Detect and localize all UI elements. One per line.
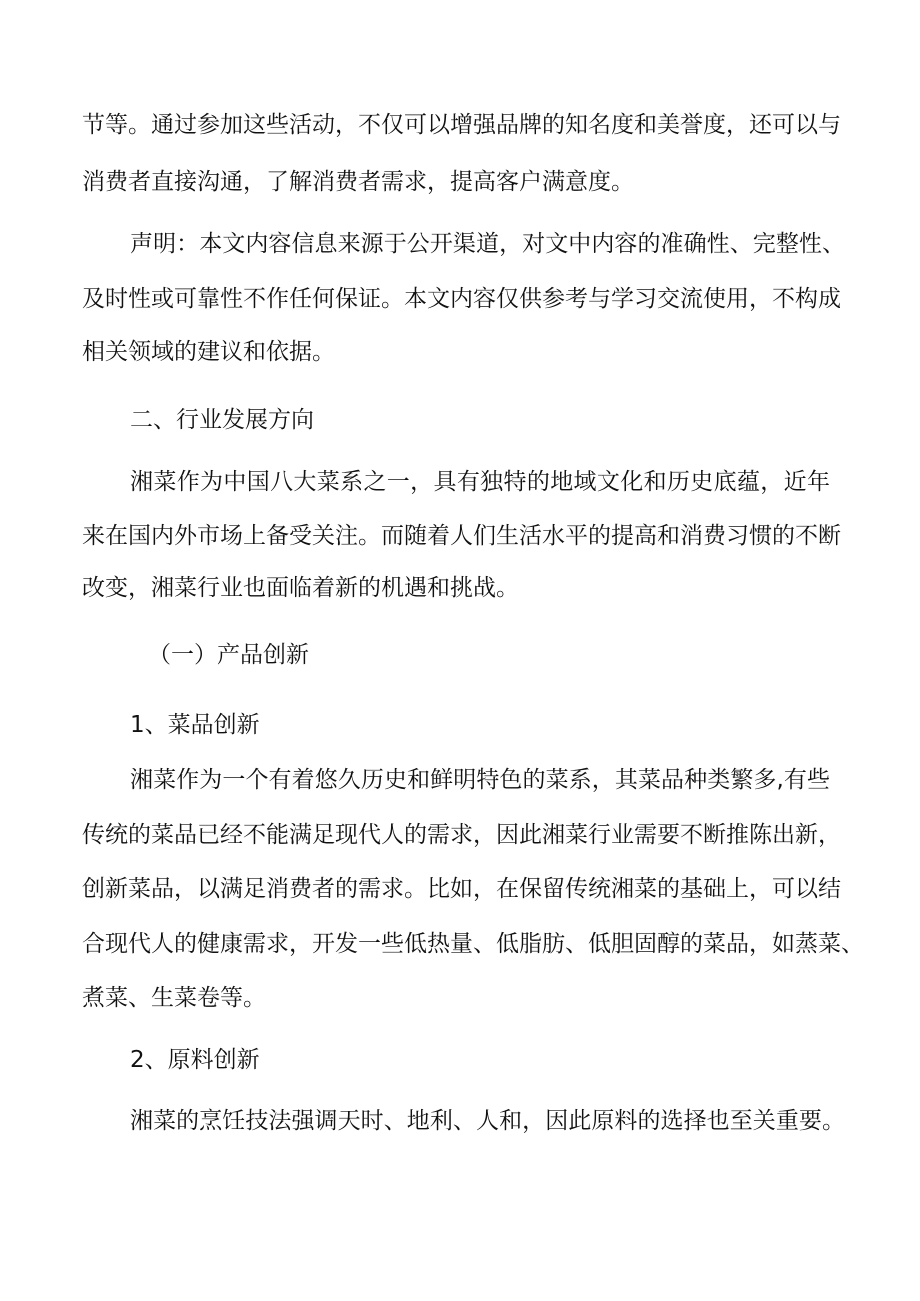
section-heading: 二、行业发展方向: [130, 407, 314, 433]
paragraph-line: 湘菜的烹饪技法强调天时、地利、人和，因此原料的选择也至关重要。: [130, 1108, 845, 1134]
disclaimer-line: 相关领域的建议和依据。: [82, 339, 335, 365]
disclaimer-line: 及时性或可靠性不作任何保证。本文内容仅供参考与学习交流使用，不构成: [82, 286, 841, 312]
paragraph-line: 创新菜品，以满足消费者的需求。比如，在保留传统湘菜的基础上，可以结: [82, 876, 841, 902]
paragraph-line: 传统的菜品已经不能满足现代人的需求，因此湘菜行业需要不断推陈出新，: [82, 822, 841, 848]
paragraph-line: 湘菜作为一个有着悠久历史和鲜明特色的菜系，其菜品种类繁多,有些: [130, 767, 830, 793]
subsection-heading: （一）产品创新: [148, 642, 309, 668]
paragraph-line: 来在国内外市场上备受关注。而随着人们生活水平的提高和消费习惯的不断: [82, 523, 841, 549]
paragraph-line: 湘菜作为中国八大菜系之一，具有独特的地域文化和历史底蕴，近年: [130, 469, 830, 495]
item-heading: 1、菜品创新: [130, 712, 260, 738]
item-heading: 2、原料创新: [130, 1047, 260, 1073]
paragraph-line: 合现代人的健康需求，开发一些低热量、低脂肪、低胆固醇的菜品，如蒸菜、: [82, 931, 864, 957]
paragraph-line: 节等。通过参加这些活动，不仅可以增强品牌的知名度和美誉度，还可以与: [82, 112, 841, 138]
disclaimer-line: 声明：本文内容信息来源于公开渠道，对文中内容的准确性、完整性、: [130, 231, 845, 257]
paragraph-line: 改变，湘菜行业也面临着新的机遇和挑战。: [82, 575, 519, 601]
paragraph-line: 煮菜、生菜卷等。: [82, 985, 266, 1011]
paragraph-line: 消费者直接沟通，了解消费者需求，提高客户满意度。: [82, 169, 634, 195]
